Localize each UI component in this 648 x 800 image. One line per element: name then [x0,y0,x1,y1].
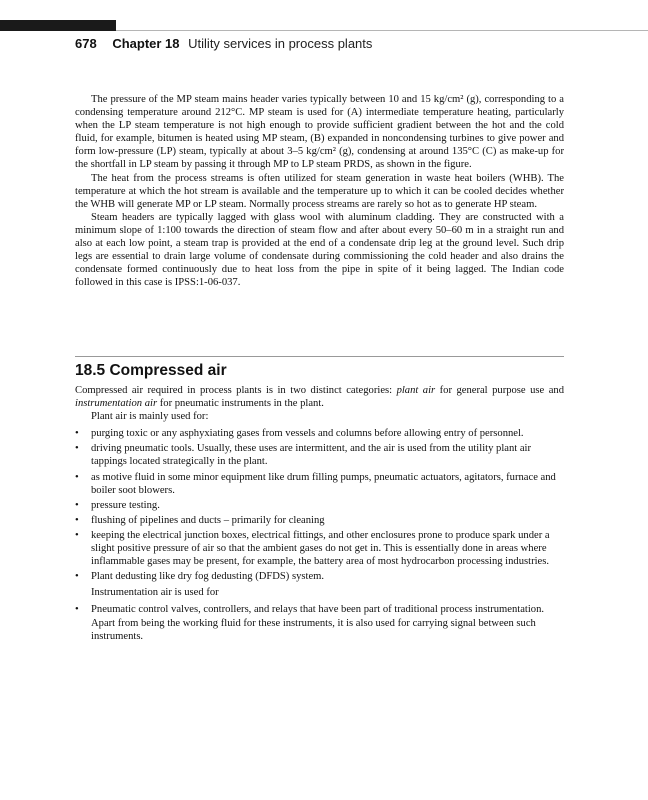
paragraph-waste-heat-boilers: The heat from the process streams is often utilized for steam generation in waste heat boilers (WHB). The temperature at which the hot stream is available and the temperature up to which it can be cooled decides whether the WHB will generate MP or LP steam. Normally process streams are rarely so hot as to generate HP steam. [75,172,564,210]
running-header [75,36,372,51]
list-item: • as motive fluid in some minor equipment like drum filling pumps, pneumatic actuators, agitators, furnace and boiler soot blowers. [75,471,556,496]
bullet-icon: • [75,604,79,616]
page-number: 678 [75,36,97,51]
bullet-icon: • [75,529,79,541]
term-instrumentation-air: instrumentation air [75,398,158,410]
section-heading: 18.5 Compressed air [75,362,227,379]
list-item: • driving pneumatic tools. Usually, these uses are intermittent, and the air is used from the utility plant air tappings located strategically in the plant. [75,443,532,468]
paragraph-mp-steam: The pressure of the MP steam mains header varies typically between 10 and 15 kg/cm² (g), corresponding to a condensing temperature around 212°C. MP steam is used for (A) intermediate temperature heating, particularly when the LP steam temperature is not high enough to provide sufficient gradient between the hot and the cold fluid, for example, bitumen is heated using MP steam, (B) expanded in noncondensing turbines to give power and form low-pressure (LP) steam, typically at about 3–5 kg/cm² (g), condensing at around 135°C (C) as make-up for the shortfall in LP steam by passing it through MP to LP steam PRDS, as shown in the figure. [75,94,564,171]
plant-air-lead: Plant air is mainly used for: [91,411,209,423]
list-item: • Plant dedusting like dry fog dedusting (DFDS) system. [75,571,325,583]
instrument-air-lead: Instrumentation air is used for [91,587,219,599]
list-item: • flushing of pipelines and ducts – primarily for cleaning [75,514,325,526]
chapter-label: Chapter 18 [112,36,180,51]
bullet-icon: • [75,514,79,526]
instrument-air-list [75,603,564,642]
bullet-icon: • [75,471,79,483]
bullet-icon: • [75,499,79,511]
plant-air-list [75,427,564,583]
term-plant-air: plant air [396,385,436,396]
header-bar [0,20,116,31]
steam-text-block [75,93,564,289]
section-intro: Compressed air required in process plants is in two distinct categories: plant air for general purpose use and instrumentation air for pneumatic instruments in the plant. [75,385,564,410]
bullet-icon: • [75,571,79,583]
bullet-icon: • [75,428,79,440]
list-item: • keeping the electrical junction boxes, electrical fittings, and other enclosures prone to produce spark under a slight positive pressure of air so that the ambient gases do not get in. This is essentially done in areas where inflammable gases may be present, for example, the battery area of most hydrocarbon processing industries. [75,529,550,568]
list-item: • Pneumatic control valves, controllers, and relays that have been part of traditional process instrumentation. Apart from being the working fluid for these instruments, it is also used for carrying signal between such instruments. [75,604,545,642]
paragraph-steam-headers: Steam headers are typically lagged with glass wool with aluminum cladding. They are constructed with a minimum slope of 1:100 towards the direction of steam flow and after about every 50–60 m in a straight run and also at each low point, a steam trap is provided at the end of a condensate drip leg at the ground level. Such drip legs are essential to drain large volume of condensate during commissioning the cold header and also drains the condensate formed continuously due to heat loss from the pipe in spite of it being lagged. The Indian code followed in this case is IPSS:1-06-037. [75,211,564,289]
list-item: • purging toxic or any asphyxiating gases from vessels and columns before allowing entry of personnel. [75,428,524,440]
list-item: • pressure testing. [75,499,160,511]
chapter-title: Utility services in process plants [188,36,373,51]
compressed-air-text-block [75,384,564,645]
bullet-icon: • [75,443,79,455]
header-rule [116,30,648,31]
section-divider [75,356,564,357]
